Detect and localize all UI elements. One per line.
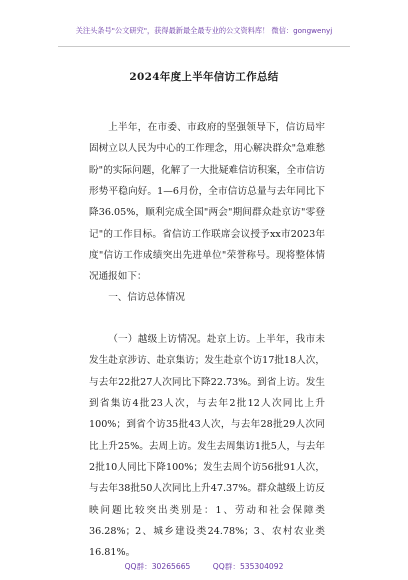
footer (0, 561, 408, 572)
footer-qq-group-2: QQ群：535304092 (212, 562, 284, 571)
footer-qq-group-1: QQ群：30265665 (124, 562, 191, 571)
header-banner: 关注头条号"公文研究"，获得最新最全最专业的公文资料库！ 微信：gongwenyj (75, 26, 333, 35)
section-heading: 一、信访总体情况 (108, 292, 185, 303)
header-divider (58, 46, 350, 47)
paragraph-intro: 上半年，在市委、市政府的坚强领导下，信访局牢固树立以人民为中心的工作理念，用心解决群众"急难愁盼"的实际问题，化解了一大批疑难信访积案，全市信访形势平稳向好。1—6月份，全市信访总量与去年同比下降36.05%，顺利完成全国"两会"期间群众赴京访"零登记"的工作目标。省信访工作联席会议授予xx市2023年度"信访工作成绩突出先进单位"荣誉称号。现将整体情况通报如下： (89, 122, 325, 283)
paragraph-petition-details: （一）越级上访情况。赴京上访。上半年，我市未发生赴京涉访、赴京集访；发生赴京个访17批18人次，与去年22批27人次同比下降22.73%。到省上访。发生到省集访4批23人次，与去年2批12人次同比上升100%；到省个访35批43人次，与去年28批29人次同比上升25%。去周上访。发生去周集访1批5人，与去年2批10人同比下降100%；发生去周个访56批91人次，与去年38批50人次同比上升47.37%。群众越级上访反映问题比较突出类别是：1、劳动和社会保障类36.28%；2、城乡建设类24.78%；3、农村农业类16.81%。 (89, 334, 325, 559)
document-title: 2024年度上半年信访工作总结 (129, 71, 279, 83)
